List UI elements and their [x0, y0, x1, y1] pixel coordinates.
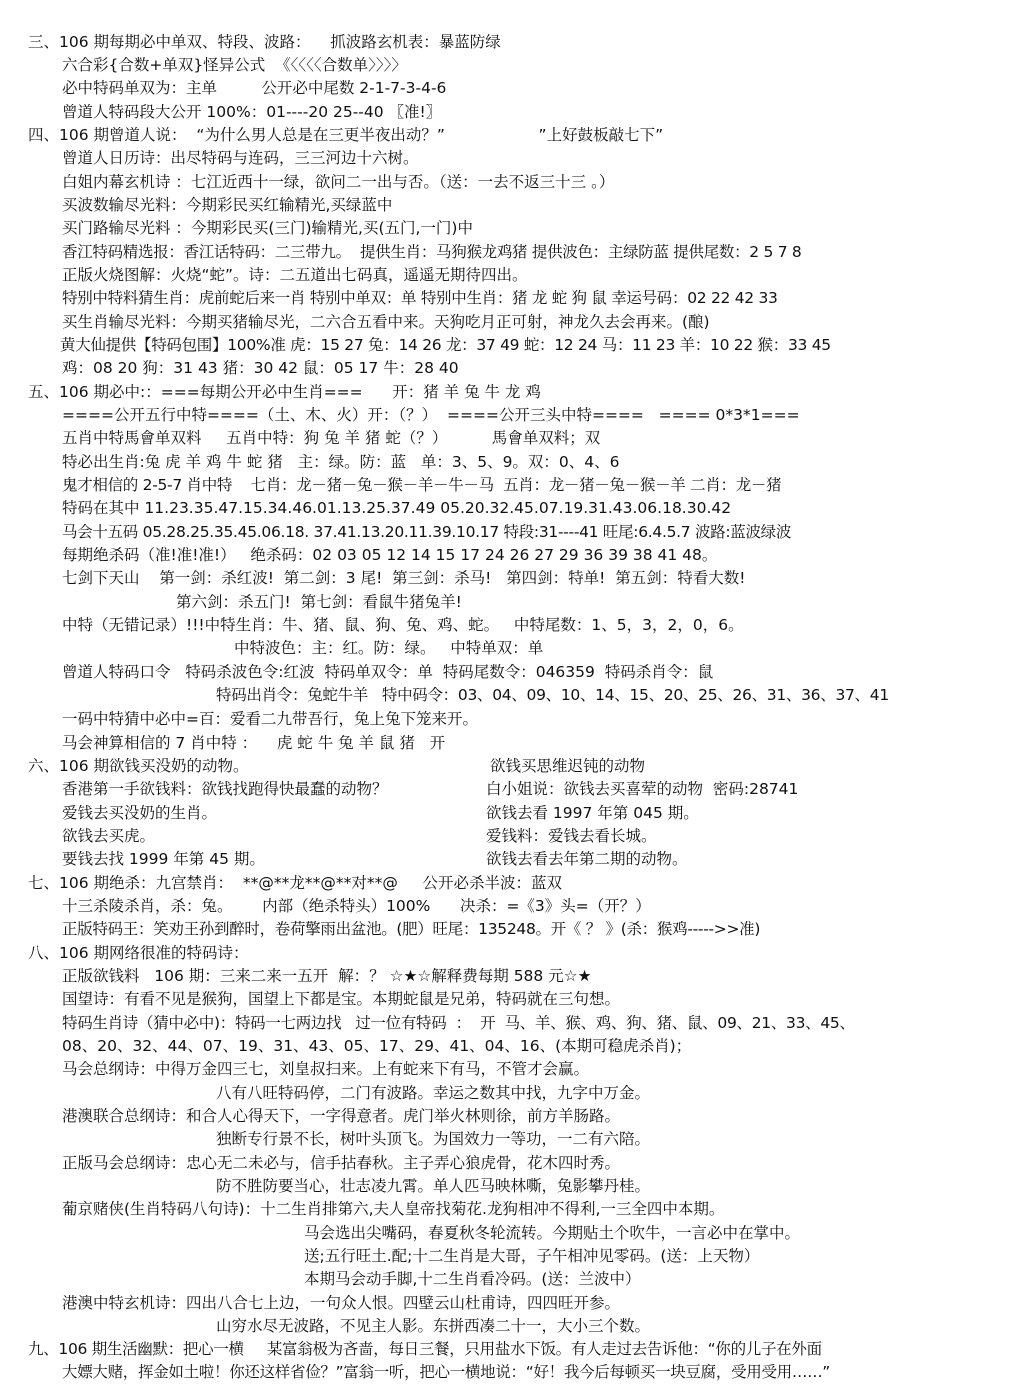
line-pujing-poem-3: 送;五行旺土.配;十二生肖是大哥，子午相冲见零码。(送：上天物）: [304, 1246, 760, 1265]
line-pujing-poem-2: 马会选出尖嘴码，春夏秋冬轮流转。今期贴土个吹牛，一言必中在掌中。: [304, 1223, 801, 1242]
line-xiangjiang-report: 香江特码精选报：香江话特码：二三带九。 提供生肖：马狗猴龙鸡猪 提供波色：主绿防蓝 提供尾数：2 5 7 8: [62, 243, 802, 262]
line-seven-swords: 七剑下天山 第一剑：杀红波! 第二剑：3 尾! 第三剑：杀马! 第四剑：特单! 第五剑：特看大数!: [62, 569, 746, 588]
line-special-zodiac: 特别中特料猜生肖：虎前蛇后来一肖 特别中单双：单 特别中生肖：猪 龙 蛇 狗 鼠 幸运号码：02 22 42 33: [62, 289, 778, 308]
line-thirteen-kill: 十三杀陵杀肖，杀：兔。 内部（绝杀特头）100% 决杀：=《3》头=（开？）: [62, 896, 651, 915]
line-zodiac-poem: 特码生肖诗（猜中必中)：特码一七两边找 过一位有特码 ： 开 马、羊、猴、鸡、狗、猪、鼠、09、21、33、45、: [62, 1013, 855, 1032]
line-section-5-title: 五、106 期必中:：===每期公开必中生肖=== 开：猪 羊 兔 牛 龙 鸡: [28, 383, 541, 402]
line-money-last-year: 欲钱去看去年第二期的动物。: [486, 849, 688, 868]
line-section-9-cont: 大嫖大赌，挥金如土啦！你还这样省俭？”富翁一听，把心一横地说：“好！我今后每顿买一块豆腐，受用受用……”: [62, 1363, 830, 1381]
line-section-6-right: 欲钱买思维迟钝的动物: [490, 756, 646, 775]
line-gangao-special-poem: 港澳中特玄机诗：四出八合七上边，一句众人恨。四壁云山杜甫诗，四四旺开参。: [62, 1293, 621, 1312]
line-money-material-106: 正版欲钱料 106 期：三来二来一五开 解：？ ☆★☆解释费每期 588 元☆★: [62, 966, 592, 985]
line-zodiac-material: 买生肖输尽光料：今期买猪输尽光，二六合五看中来。天狗吃月正可射，神龙久去会再来。(酿): [62, 313, 710, 332]
line-seven-swords-cont: 第六剑：杀五门! 第七剑：看鼠牛猪兔羊!: [176, 593, 462, 612]
line-section-9-title: 九、106 期生活幽默：把心一横 某富翁极为吝啬，每日三餐，只用盐水下饭。有人走过去告诉他：“你的儿子在外面: [28, 1339, 822, 1358]
line-special-king: 正版特码王：笑劝王孙到醉时，卷荷擎雨出盆池。(肥）旺尾：135248。开《 ？ 》(杀：猴鸡----->>准): [62, 919, 761, 938]
line-segment: 曾道人特码段大公开 100%：01----20 25--40 〖准!〗: [62, 103, 442, 122]
line-password-orders-cont: 特码出肖令：兔蛇牛羊 特中码令：03、04、09、10、14、15、20、25、26、31、36、37、41: [216, 686, 889, 705]
line-calendar-poem: 曾道人日历诗：出尽特码与连码，三三河边十六树。: [62, 149, 419, 168]
line-must-zodiac: 特必出生肖:兔 虎 羊 鸡 牛 蛇 猪 主：绿。防：蓝 单：3、5、9。双：0、4、6: [62, 453, 620, 472]
line-five-zodiac: 五肖中特馬會单双料 五肖中特：狗 兔 羊 猪 蛇（？） 馬會单双料；双: [62, 429, 601, 448]
line-gangao-poem: 港澳联合总纲诗：和合人心得天下，一字得意者。虎门举火林则徐，前方羊肠路。: [62, 1106, 621, 1125]
line-love-money-1: 爱钱去买没奶的生肖。: [62, 803, 218, 822]
line-section-3-title: 三、106 期每期必中单双、特段、波路： 抓波路玄机表：暴蓝防绿: [28, 33, 501, 51]
line-257-zodiac: 鬼才相信的 2-5-7 肖中特 七肖：龙－猪－兔－猴－羊－牛－马 五肖：龙－猪－兔－猴－羊 二肖：龙－猪: [62, 476, 782, 495]
line-section-8-title: 八、106 期网络很准的特码诗：: [28, 943, 249, 962]
line-zhengban-poem: 正版马会总纲诗：忠心无二未必与，信手拈春秋。主子弄心狼虎骨，花木四时秀。: [62, 1153, 621, 1172]
line-guowang-poem: 国望诗：有看不见是猴狗，国望上下都是宝。本期蛇鼠是兄弟，特码就在三句想。: [62, 989, 621, 1008]
line-door-material: 买门路输尽光料 ：今期彩民买(三门)输精光,买(五门,一门)中: [62, 219, 473, 238]
line-formula: 六合彩{合数+单双}怪异公式 《〈〈〈〈合数单〉〉〉〉: [62, 56, 407, 75]
line-kill-codes: 每期绝杀码（准!准!准!） 绝杀码：02 03 05 12 14 15 17 24 26 27 29 36 39 38 41 48。: [62, 546, 718, 565]
line-mahui-poem-cont: 八有八旺特码停，二门有波路。幸运之数其中找，九字中万金。: [216, 1083, 651, 1102]
line-money-1997: 欲钱去看 1997 年第 045 期。: [486, 803, 699, 822]
line-five-elements: ====公开五行中特====（土、木、火）开：（？） ====公开三头中特==== ==== 0*3*1===: [62, 406, 800, 425]
line-section-4-title: 四、106 期曾道人说： “为什么男人总是在三更半夜出动？” ”上好鼓板敲七下”: [28, 126, 664, 145]
line-money-great-wall: 爱钱料：爱钱去看长城。: [486, 826, 657, 845]
line-wave-color: 中特波色：主：红。防：绿。 中特单双：单: [234, 639, 544, 658]
line-bai-xiaojie: 白小姐说：欲钱去买喜荤的动物 密码:28741: [486, 779, 799, 798]
line-no-error-record: 中特（无错记录）!!!中特生肖：牛、猪、鼠、狗、兔、鸡、蛇。 中特尾数：1、5，3，2，0，6。: [62, 616, 744, 635]
line-single-double: 必中特码单双为：主单 公开必中尾数 2-1-7-3-4-6: [62, 79, 447, 98]
line-huang-daxian: 黄大仙提供【特码包围】100%准 虎：15 27 兔：14 26 龙：37 49 蛇：12 24 马：11 23 羊：10 22 猴：33 45: [60, 336, 831, 355]
line-special-codes: 特码在其中 11.23.35.47.15.34.46.01.13.25.37.49 05.20.32.45.07.19.31.43.06.18.30.42: [62, 499, 732, 518]
line-fire-diagram: 正版火烧图解：火烧“蛇”。诗：二五道出七码真，遥遥无期待四出。: [62, 266, 528, 285]
line-pujing-poem: 葡京赌侠(生肖特码八句诗)：十二生肖排第六,夫人皇帝找菊花.龙狗相冲不得利,一三全四中本期。: [62, 1199, 725, 1218]
line-one-code: 一码中特猜中必中=百：爱看二九带吾行，兔上兔下笼来开。: [62, 709, 478, 728]
line-gangao-poem-cont: 独断专行景不长，树叶头顶飞。为国效力一等功，一二有六陪。: [216, 1129, 651, 1148]
line-fifteen-codes: 马会十五码 05.28.25.35.45.06.18. 37.41.13.20.11.39.10.17 特段:31----41 旺尾:6.4.5.7 波路:蓝波绿波: [62, 523, 792, 542]
line-wave-material: 买波数输尽光料：今期彩民买红输精光,买绿蓝中: [62, 196, 393, 215]
line-zhengban-poem-cont: 防不胜防要当心，壮志凌九霄。单人匹马映林嘶，兔影攀丹桂。: [216, 1176, 651, 1195]
line-money-1999: 要钱去找 1999 年第 45 期。: [62, 849, 265, 868]
line-hk-money: 香港第一手欲钱料：欲钱找跑得快最蠢的动物？: [62, 779, 388, 798]
line-seven-zodiac: 马会神算相信的 7 肖中特 ： 虎 蛇 牛 兔 羊 鼠 猪 开: [62, 733, 446, 752]
line-section-6-title: 六、106 期欲钱买没奶的动物。: [28, 756, 249, 775]
line-password-orders: 曾道人特码口令 特码杀波色令:红波 特码单双令：单 特码尾数令：046359 特码杀肖令：鼠: [62, 663, 714, 682]
line-zodiac-poem-cont: 08、20、32、44、07、19、31、43、05、17、29、41、04、16、(本期可稳虎杀肖)；: [62, 1036, 692, 1055]
line-mahui-poem: 马会总纲诗：中得万金四三七，刘皇叔扫来。上有蛇来下有马，不管才会赢。: [62, 1059, 590, 1078]
line-gangao-special-poem-cont: 山穷水尽无波路，不见主人影。东拼西凑二十一，大小三个数。: [216, 1316, 651, 1335]
line-insider-poem: 白姐内幕玄机诗 ：七江近西十一绿，欲问二一出与否。（送：一去不返三十三 。）: [62, 173, 615, 192]
line-huang-daxian-cont: 鸡：08 20 狗：31 43 猪：30 42 鼠：05 17 牛：28 40: [62, 359, 459, 378]
line-pujing-poem-4: 本期马会动手脚,十二生肖看冷码。(送：兰波中）: [304, 1269, 641, 1288]
line-money-tiger: 欲钱去买虎。: [62, 826, 156, 845]
line-section-7-title: 七、106 期绝杀：九宫禁肖： **@**龙**@**对**@ 公开必杀半波：蓝双: [28, 873, 563, 892]
